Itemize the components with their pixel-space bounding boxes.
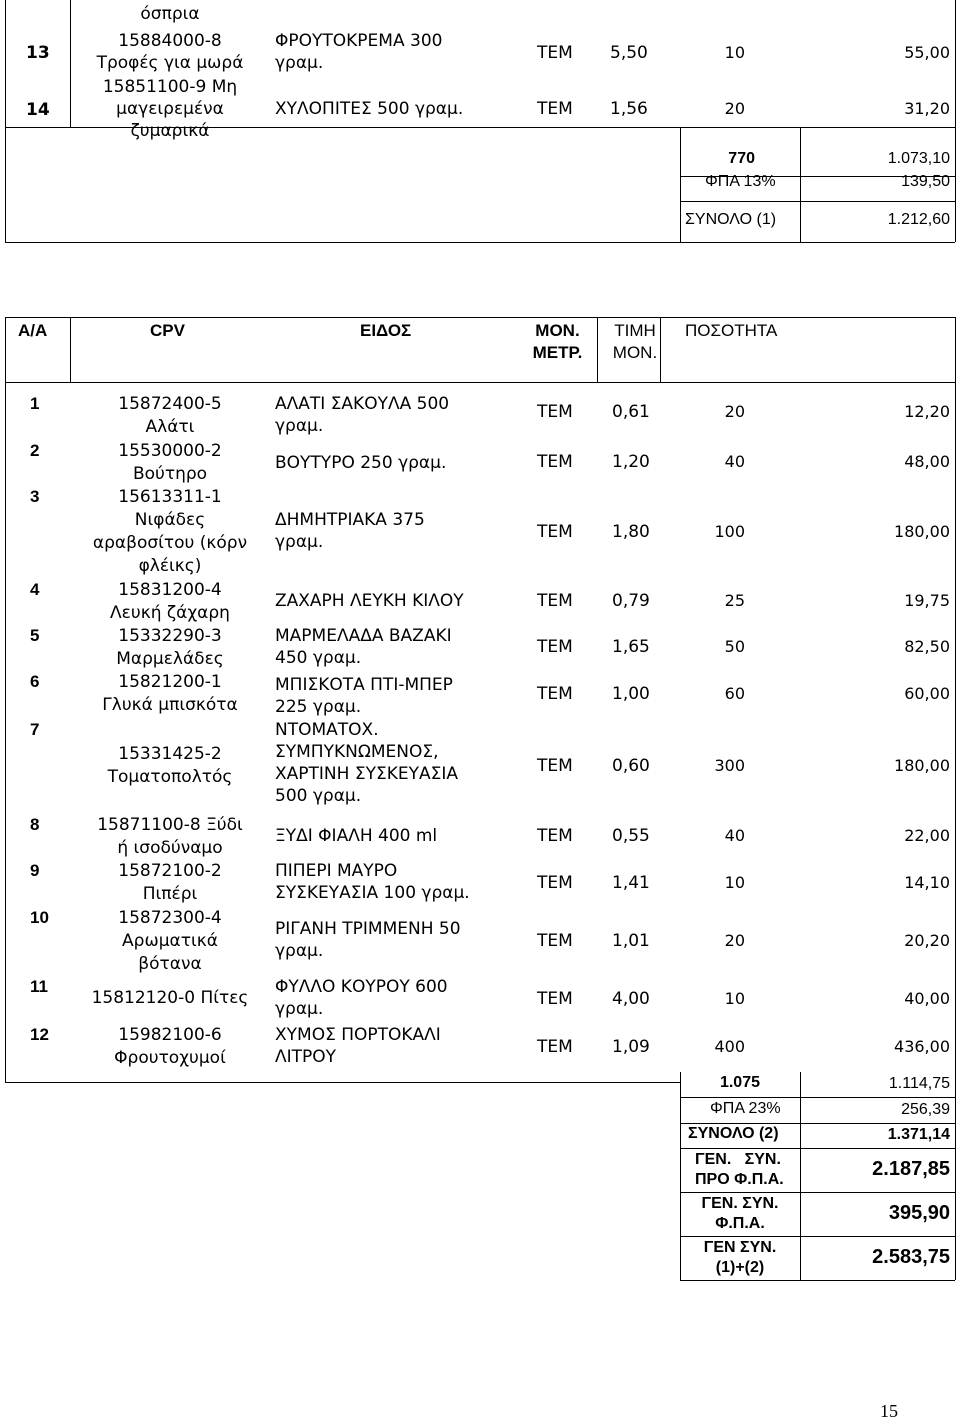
row-total: 22,00: [904, 826, 950, 845]
row-qty: 100: [714, 521, 745, 541]
total2-value: 1.371,14: [887, 1126, 950, 1143]
row-total: 82,50: [904, 637, 950, 656]
row-cpv: Νιφάδες: [134, 510, 206, 530]
row-desc: ΝΤΟΜΑΤΟΧ.: [275, 720, 379, 740]
row-unit: ΤΕΜ: [537, 872, 573, 893]
row-cpv: 15831200-4: [118, 580, 222, 600]
sum-qty: 770: [728, 150, 755, 167]
row-cpv: Αλάτι: [145, 417, 195, 437]
row-cpv: 15613311-1: [118, 487, 222, 507]
row-cpv: 15872100-2: [118, 861, 222, 881]
row-desc: ΛΙΤΡΟΥ: [275, 1047, 337, 1067]
row-unit: ΤΕΜ: [537, 930, 573, 951]
grand-label: (1)+(2): [715, 1259, 765, 1276]
row-price: 0,60: [612, 755, 650, 776]
row-cpv: 15812120-0 Πίτες: [91, 988, 249, 1008]
row-aa: 3: [30, 487, 40, 506]
header-unit: ΜΟΝ.: [535, 321, 580, 340]
row-total: 436,00: [894, 1037, 950, 1056]
row-cpv: φλέικς): [138, 556, 202, 576]
header-price: ΜΟΝ.: [612, 343, 658, 362]
row-price: 1,01: [612, 930, 650, 951]
sum-total: 1.073,10: [887, 150, 950, 167]
row-cpv: ή ισοδύναμο: [117, 838, 223, 858]
row-price: 5,50: [610, 43, 648, 63]
row-desc: γραμ.: [275, 532, 324, 552]
row-unit: ΤΕΜ: [537, 402, 573, 422]
header-aa: Α/Α: [18, 321, 48, 340]
row-price: 1,00: [612, 684, 650, 704]
row-desc: ΖΑΧΑΡΗ ΛΕΥΚΗ ΚΙΛΟΥ: [275, 591, 464, 611]
row-price: 1,56: [610, 99, 648, 119]
row-qty: 25: [724, 591, 745, 610]
row-total: 20,20: [904, 930, 950, 950]
row-cpv: 15851100-9 Μη: [102, 77, 238, 97]
row-qty: 10: [724, 43, 745, 62]
total-label: ΣΥΝΟΛΟ (1): [685, 211, 777, 228]
grand-value: 2.583,75: [872, 1246, 950, 1268]
row-unit: ΤΕΜ: [537, 637, 573, 657]
row-total: 31,20: [904, 99, 950, 118]
row-unit: ΤΕΜ: [537, 989, 573, 1009]
row-cpv: 15332290-3: [118, 626, 222, 646]
row-desc: ΣΥΣΚΕΥΑΣΙΑ 100 γραμ.: [275, 883, 470, 903]
row-price: 1,09: [612, 1037, 650, 1057]
row-unit: ΤΕΜ: [537, 684, 573, 704]
row-aa: 2: [30, 441, 40, 460]
row-cpv: 15530000-2: [118, 441, 222, 461]
row-cpv: Βούτηρο: [132, 464, 208, 484]
row-unit: ΤΕΜ: [537, 99, 573, 119]
row-qty: 300: [714, 755, 745, 775]
row-desc: ΞΥΔΙ ΦΙΑΛΗ 400 ml: [275, 826, 438, 846]
row-aa: 13: [26, 43, 50, 63]
row-unit: ΤΕΜ: [537, 452, 573, 472]
row-desc: 500 γραμ.: [275, 786, 362, 806]
row-total: 19,75: [904, 591, 950, 610]
header-qty: ΠΟΣΟΤΗΤΑ: [685, 321, 778, 340]
row-price: 0,55: [612, 826, 650, 846]
row-total: 40,00: [904, 989, 950, 1008]
header-unit: ΜΕΤΡ.: [532, 343, 583, 362]
row-cpv: Γλυκά μπισκότα: [102, 695, 238, 715]
row-qty: 40: [724, 826, 745, 845]
row-total: 55,00: [904, 43, 950, 62]
row-cpv: Αρωματικά: [122, 931, 218, 951]
row-unit: ΤΕΜ: [537, 521, 573, 542]
row-cpv: αραβοσίτου (κόρν: [92, 533, 248, 553]
vat-label: ΦΠΑ 13%: [705, 173, 776, 190]
header-cpv: CPV: [150, 321, 185, 340]
header-item: ΕΙΔΟΣ: [360, 321, 412, 340]
sum-qty: 1.075: [719, 1074, 760, 1091]
row-price: 4,00: [612, 989, 650, 1009]
row-desc: 225 γραμ.: [275, 697, 362, 717]
row-total: 180,00: [894, 521, 950, 541]
row-desc: ΡΙΓΑΝΗ ΤΡΙΜΜΕΝΗ 50: [275, 919, 461, 939]
row-total: 180,00: [894, 755, 950, 775]
row-cpv: 15872400-5: [118, 394, 222, 414]
row-cpv: 15871100-8 Ξύδι: [97, 815, 243, 835]
row-cpv: Φρουτοχυμοί: [114, 1048, 226, 1068]
row-qty: 400: [714, 1037, 745, 1056]
row-unit: ΤΕΜ: [537, 826, 573, 846]
row-desc: ΠΙΠΕΡΙ ΜΑΥΡΟ: [275, 861, 398, 881]
row-qty: 40: [724, 452, 745, 471]
row-price: 1,80: [612, 521, 650, 542]
row-unit: ΤΕΜ: [537, 1037, 573, 1057]
row-cpv: Μαρμελάδες: [116, 649, 224, 669]
row-aa: 9: [30, 861, 40, 880]
row-desc: ΧΑΡΤΙΝΗ ΣΥΣΚΕΥΑΣΙΑ: [275, 764, 458, 784]
row-cpv: 15331425-2: [118, 744, 222, 764]
row-aa: 1: [30, 394, 40, 413]
grand-label: ΓΕΝ ΣΥΝ.: [703, 1239, 777, 1256]
row-aa: 7: [30, 720, 40, 739]
vat-total-label: Φ.Π.Α.: [715, 1215, 765, 1232]
row-desc: ΧΥΜΟΣ ΠΟΡΤΟΚΑΛΙ: [275, 1025, 441, 1045]
row-aa: 14: [26, 100, 50, 120]
row-aa: 11: [30, 977, 48, 996]
row-aa: 5: [30, 626, 40, 645]
vat-total-label: ΓΕΝ. ΣΥΝ.: [701, 1195, 779, 1212]
total2-label: ΣΥΝΟΛΟ (2): [688, 1125, 779, 1142]
pre-vat-label: ΓΕΝ. ΣΥΝ.: [695, 1151, 781, 1168]
row-desc: 450 γραμ.: [275, 648, 362, 668]
row-aa: 10: [30, 908, 49, 927]
row-aa: 6: [30, 672, 40, 691]
row-desc: ΑΛΑΤΙ ΣΑΚΟΥΛΑ 500: [275, 394, 450, 414]
vat-total-value: 395,90: [888, 1202, 950, 1224]
row-desc: ΦΥΛΛΟ ΚΟΥΡΟΥ 600: [275, 977, 448, 997]
row-cpv: βότανα: [138, 954, 202, 974]
row-total: 48,00: [904, 452, 950, 471]
row-desc: ΣΥΜΠΥΚΝΩΜΕΝΟΣ,: [275, 742, 439, 762]
row-desc: ΧΥΛΟΠΙΤΕΣ 500 γραμ.: [275, 99, 464, 119]
row-desc: ΦΡΟΥΤΟΚΡΕΜΑ 300: [275, 31, 443, 51]
row-desc: ΔΗΜΗΤΡΙΑΚΑ 375: [275, 510, 425, 530]
row-qty: 60: [724, 684, 745, 703]
row-total: 12,20: [904, 402, 950, 421]
row-qty: 20: [724, 930, 745, 950]
row-cpv: Λευκή ζάχαρη: [110, 603, 230, 623]
vat-label: ΦΠΑ 23%: [710, 1100, 781, 1117]
row-unit: ΤΕΜ: [537, 43, 573, 63]
row-unit: ΤΕΜ: [537, 755, 573, 776]
row-desc: γραμ.: [275, 999, 324, 1019]
row-qty: 10: [724, 872, 745, 892]
page-number: 15: [880, 1401, 898, 1421]
row-cpv: Πιπέρι: [142, 884, 198, 904]
row-qty: 20: [724, 402, 745, 421]
row-qty: 50: [724, 637, 745, 656]
row-desc: ΜΠΙΣΚΟΤΑ ΠΤΙ-ΜΠΕΡ: [275, 675, 453, 695]
row-desc: γραμ.: [275, 416, 324, 436]
pre-vat-label: ΠΡΟ Φ.Π.Α.: [695, 1171, 784, 1188]
row-total: 14,10: [904, 872, 950, 892]
row-qty: 20: [724, 99, 745, 118]
row-cpv: 15872300-4: [118, 908, 222, 928]
row-unit: ΤΕΜ: [537, 591, 573, 611]
row-desc: γραμ.: [275, 941, 324, 961]
vat-value: 139,50: [901, 173, 950, 190]
row-desc: ΒΟΥΤΥΡΟ 250 γραμ.: [275, 453, 447, 473]
row-cpv: 15821200-1: [118, 672, 222, 692]
row-qty: 10: [724, 989, 745, 1008]
row-price: 0,61: [612, 402, 650, 422]
row-cpv: Τροφές για μωρά: [96, 53, 244, 73]
row-cpv: ζυμαρικά: [130, 121, 210, 141]
row-total: 60,00: [904, 684, 950, 703]
vat-value: 256,39: [901, 1101, 950, 1118]
row-cpv: Τοματοπολτός: [107, 767, 233, 787]
row-price: 0,79: [612, 591, 650, 611]
row-desc: ΜΑΡΜΕΛΑΔΑ ΒΑΖΑΚΙ: [275, 626, 452, 646]
row-aa: 12: [30, 1025, 49, 1044]
cpv-tail: όσπρια: [140, 4, 200, 24]
total-value: 1.212,60: [887, 211, 950, 228]
row-desc: γραμ.: [275, 53, 324, 73]
row-cpv: μαγειρεμένα: [116, 99, 224, 119]
row-aa: 8: [30, 815, 40, 834]
row-aa: 4: [30, 580, 40, 599]
header-price: ΤΙΜΗ: [614, 321, 656, 340]
pre-vat-value: 2.187,85: [872, 1158, 950, 1180]
sum-total: 1.114,75: [888, 1075, 950, 1092]
row-price: 1,20: [612, 452, 650, 472]
row-cpv: 15884000-8: [118, 31, 222, 51]
row-price: 1,41: [612, 872, 650, 893]
row-price: 1,65: [612, 637, 650, 657]
row-cpv: 15982100-6: [118, 1025, 222, 1045]
